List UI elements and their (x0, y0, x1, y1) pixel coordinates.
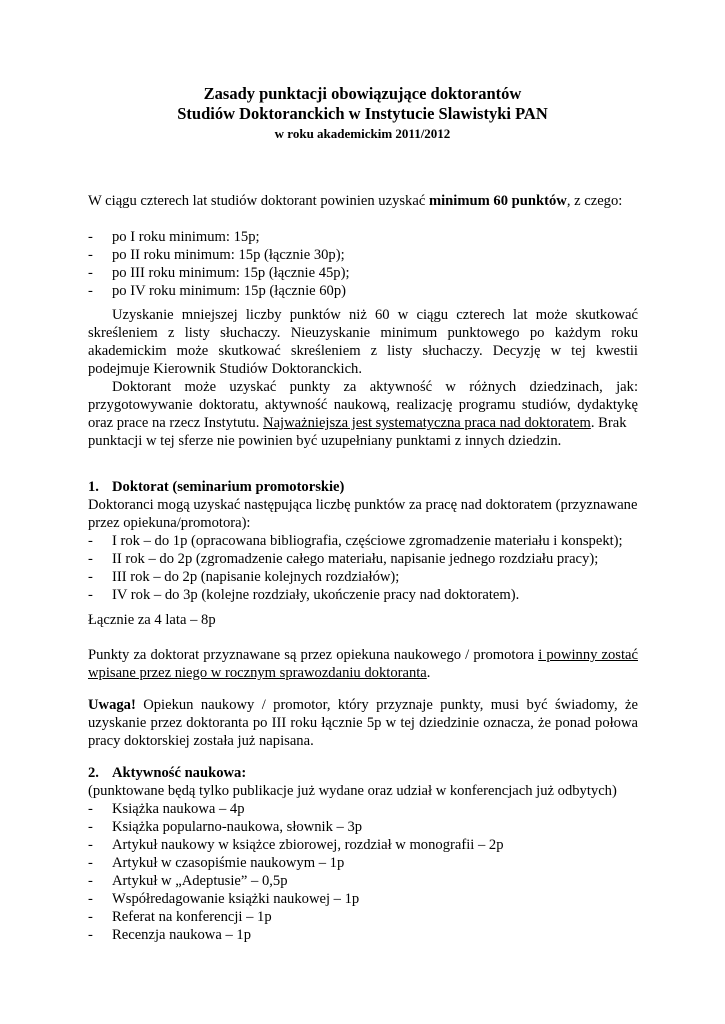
intro-list (88, 228, 638, 300)
minimum-points: minimum 60 punktów (428, 193, 567, 209)
section-scientific-activity: 2. Aktywność naukowa: (punktowane będą tylko publikacje już wydane oraz udział w konferencjach już odbytych) - Książka naukowa – 4p - Książka popularno-naukowa, słownik – 3p - Artykuł naukowy w książce zbiorowej, rozdział w monografii – 2p - Artykuł w czasopiśmie naukowym – 1p - Artykuł w „Adeptusie” – 0,5p - Współredagowanie książki naukowej – 1p - Referat na konferencji – 1p - Recenzja naukowa – 1p (88, 764, 638, 944)
emphasis-underlined: Najważniejsza jest systematyczna praca nad doktoratem (263, 415, 591, 431)
list-item: - Artykuł w czasopiśmie naukowym – 1p (88, 855, 345, 871)
list-item: - IV rok – do 3p (kolejne rozdziały, ukończenie pracy nad doktoratem). (88, 587, 520, 603)
list-item: - Książka naukowa – 4p (88, 801, 245, 817)
list-item: - Książka popularno-naukowa, słownik – 3p (88, 819, 363, 835)
section-heading: 1. Doktorat (seminarium promotorskie) (88, 479, 345, 495)
doctorate-warning: Uwaga! Opiekun naukowy / promotor, który przyznaje punkty, musi być świadomy, że uzyskanie przez doktoranta po III roku łącznie 5p w tej dziedzinie oznacza, że ponad połowa pracy doktorskiej została już napisana. (88, 697, 638, 749)
list-item: - po III roku minimum: 15p (łącznie 45p); (88, 265, 350, 281)
section-heading: 2. Aktywność naukowa: (88, 765, 247, 781)
doctorate-total: Łącznie za 4 lata – 8p (88, 612, 216, 628)
list-item: - po I roku minimum: 15p; (88, 229, 260, 245)
list-item: - I rok – do 1p (opracowana bibliografia, częściowe zgromadzenie materiału i konspekt); (88, 533, 623, 549)
list-item: - Artykuł naukowy w książce zbiorowej, rozdział w monografii – 2p (88, 837, 504, 853)
doctorate-note: Punkty za doktorat przyznawane są przez opiekuna naukowego / promotora i powinny zostać wpisane przez niego w rocznym sprawozdaniu doktoranta. (88, 647, 638, 681)
academic-year: w roku akademickim 2011/2012 (274, 126, 451, 141)
list-item: - Artykuł w „Adeptusie” – 0,5p (88, 873, 288, 889)
paragraph-activity-areas: Doktorant może uzyskać punkty za aktywność w różnych dziedzinach, jak: przygotowywanie doktoratu, aktywność naukową, realizację programu studiów, dydaktykę oraz prace na rzecz Instytutu. Najważniejsza jest systematyczna praca nad doktoratem. Brak punktacji w tej sferze nie powinien być uzupełniany punktami z innych dziedzin. (88, 379, 638, 449)
intro-paragraph: W ciągu czterech lat studiów doktorant powinien uzyskać minimum 60 punktów, z czego: (88, 193, 623, 209)
warning-label: Uwaga! (88, 697, 136, 713)
document-subtitle: Studiów Doktoranckich w Instytucie Slawistyki PAN (177, 104, 548, 123)
list-item: - II rok – do 2p (zgromadzenie całego materiału, napisanie jednego rozdziału pracy); (88, 551, 599, 567)
section-doctorate: 1. Doktorat (seminarium promotorskie) Doktoranci mogą uzyskać następująca liczbę punktów za pracę nad doktoratem (przyznawane przez opiekuna/promotora): - I rok – do 1p (opracowana bibliografia, częściowe zgromadzenie materiału i konspekt); - II rok – do 2p (zgromadzenie całego materiału, napisanie jednego rozdziału pracy); - III rok – do 2p (napisanie kolejnych rozdziałów); - IV rok – do 3p (kolejne rozdziały, ukończenie pracy nad doktoratem). (88, 479, 638, 603)
list-item: - Recenzja naukowa – 1p (88, 927, 251, 943)
document-title: Zasady punktacji obowiązujące doktorantów (203, 84, 522, 103)
list-item: - po II roku minimum: 15p (łącznie 30p); (88, 247, 345, 263)
list-item: - III rok – do 2p (napisanie kolejnych rozdziałów); (88, 569, 400, 585)
list-item: - Referat na konferencji – 1p (88, 909, 272, 925)
paragraph-minimum-consequences: Uzyskanie mniejszej liczby punktów niż 60 w ciągu czterech lat może skutkować skreśleniem z listy słuchaczy. Nieuzyskanie minimum punktowego po każdym roku akademickim może skutkować skreśleniem z listy słuchaczy. Decyzję w tej kwestii podejmuje Kierownik Studiów Doktoranckich. (88, 307, 638, 377)
list-item: - Współredagowanie książki naukowej – 1p (88, 891, 360, 907)
list-item: - po IV roku minimum: 15p (łącznie 60p) (88, 283, 346, 299)
